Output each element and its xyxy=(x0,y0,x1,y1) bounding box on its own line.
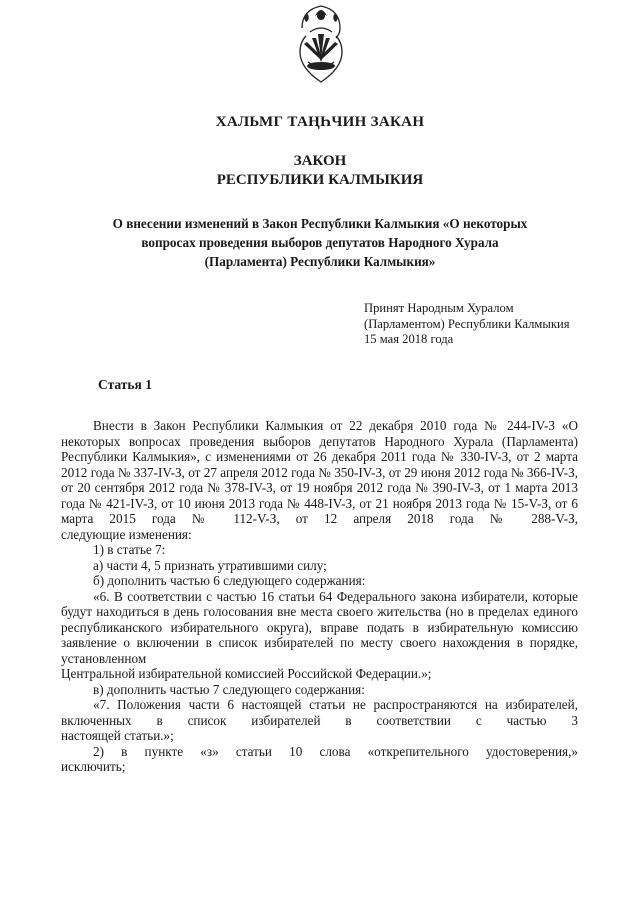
law-heading-line: ЗАКОН xyxy=(293,153,347,169)
paragraph xyxy=(61,697,578,728)
adoption-note xyxy=(364,301,570,348)
paragraph-line: жительства (но в пределах единого республиканского избирательного округа), xyxy=(61,604,578,635)
article-body xyxy=(61,418,578,775)
article-title: Статья 1 xyxy=(98,377,152,392)
law-heading-line: РЕСПУБЛИКИ КАЛМЫКИЯ xyxy=(216,172,424,188)
paragraph xyxy=(61,418,578,527)
paragraph-line: № 421-IV-З, от 10 июня 2013 года № 448-IV-З, от 21 ноября 2013 года xyxy=(88,495,490,511)
kalmyk-law-title: ХАЛЬМГ ТАҢҺЧИН ЗАКАН xyxy=(215,114,425,130)
kalmykia-emblem-icon xyxy=(290,2,352,86)
law-subject xyxy=(0,214,640,271)
law-heading xyxy=(0,152,640,190)
paragraph-line: «7. Положения части 6 настоящей статьи не распространяются на xyxy=(93,697,498,712)
paragraph: б) дополнить частью 6 следующего содержания: xyxy=(93,573,366,588)
paragraph-line: 2) в пункте «з» статьи 10 слова «открепительного удостоверения,» xyxy=(93,743,578,759)
paragraph-line: вправе подать в избирательную комиссию заявление о включении в список xyxy=(61,619,579,650)
paragraph-line: № 350-IV-З, от 29 июня 2012 года № 366-IV-З, от 20 сентября 2012 года xyxy=(61,464,579,495)
paragraph xyxy=(61,744,578,760)
paragraph-line: Внести в Закон Республики Калмыкия от 22 декабря 2010 года xyxy=(93,418,478,433)
paragraph-line: № 378-IV-З, от 19 ноября 2012 года № 390-IV-З, от 1 марта 2013 года xyxy=(61,480,578,511)
paragraph-line: «6. В соответствии с частью 16 статьи 64 Федерального закона xyxy=(93,588,457,604)
paragraph-line: настоящей статьи.»; xyxy=(61,728,174,743)
law-subject-line: вопросах проведения выборов депутатов Народного Хурала xyxy=(141,235,499,250)
paragraph-line: избиратели, которые будут находиться в день голосования вне места своего xyxy=(61,588,578,619)
paragraph-line: избирателей, включенных в список избирателей в соответствии с частью 3 xyxy=(61,697,579,728)
paragraph-line: избирателей по месту своего нахождения в порядке, установленном xyxy=(61,635,578,666)
paragraph xyxy=(61,589,578,667)
paragraph-line: № 244-IV-З «О некоторых вопросах проведения выборов депутатов Народного xyxy=(61,418,579,449)
law-subject-line: (Парламента) Республики Калмыкия» xyxy=(204,254,436,269)
paragraph-line: 2011 года № 330-IV-З, от 2 марта 2012 года № 337-IV-З, от 27 апреля 2012 года xyxy=(61,449,579,480)
law-subject-line: О внесении изменений в Закон Республики Калмыкия «О некоторых xyxy=(112,216,528,231)
paragraph: а) части 4, 5 признать утратившими силу; xyxy=(93,557,327,573)
adoption-note-line: (Парламентом) Республики Калмыкия xyxy=(364,316,570,331)
paragraph: в) дополнить частью 7 следующего содержания: xyxy=(93,681,365,697)
paragraph-line: Хурала (Парламента) Республики Калмыкия», с изменениями от 26 декабря xyxy=(61,433,578,464)
paragraph: 1) в статье 7: xyxy=(93,542,166,557)
paragraph-line: следующие изменения: xyxy=(61,526,192,542)
adoption-note-line: Принят Народным Хуралом xyxy=(364,301,514,315)
adoption-note-line: 15 мая 2018 года xyxy=(364,332,454,346)
paragraph-line: исключить; xyxy=(61,759,126,774)
paragraph-line: Центральной избирательной комиссией Российской Федерации.»; xyxy=(61,666,432,681)
paragraph-line: № 15-V-З, от 6 марта 2015 года № 112-V-З, от 12 апреля 2018 года № 288-V-З, xyxy=(61,495,579,526)
